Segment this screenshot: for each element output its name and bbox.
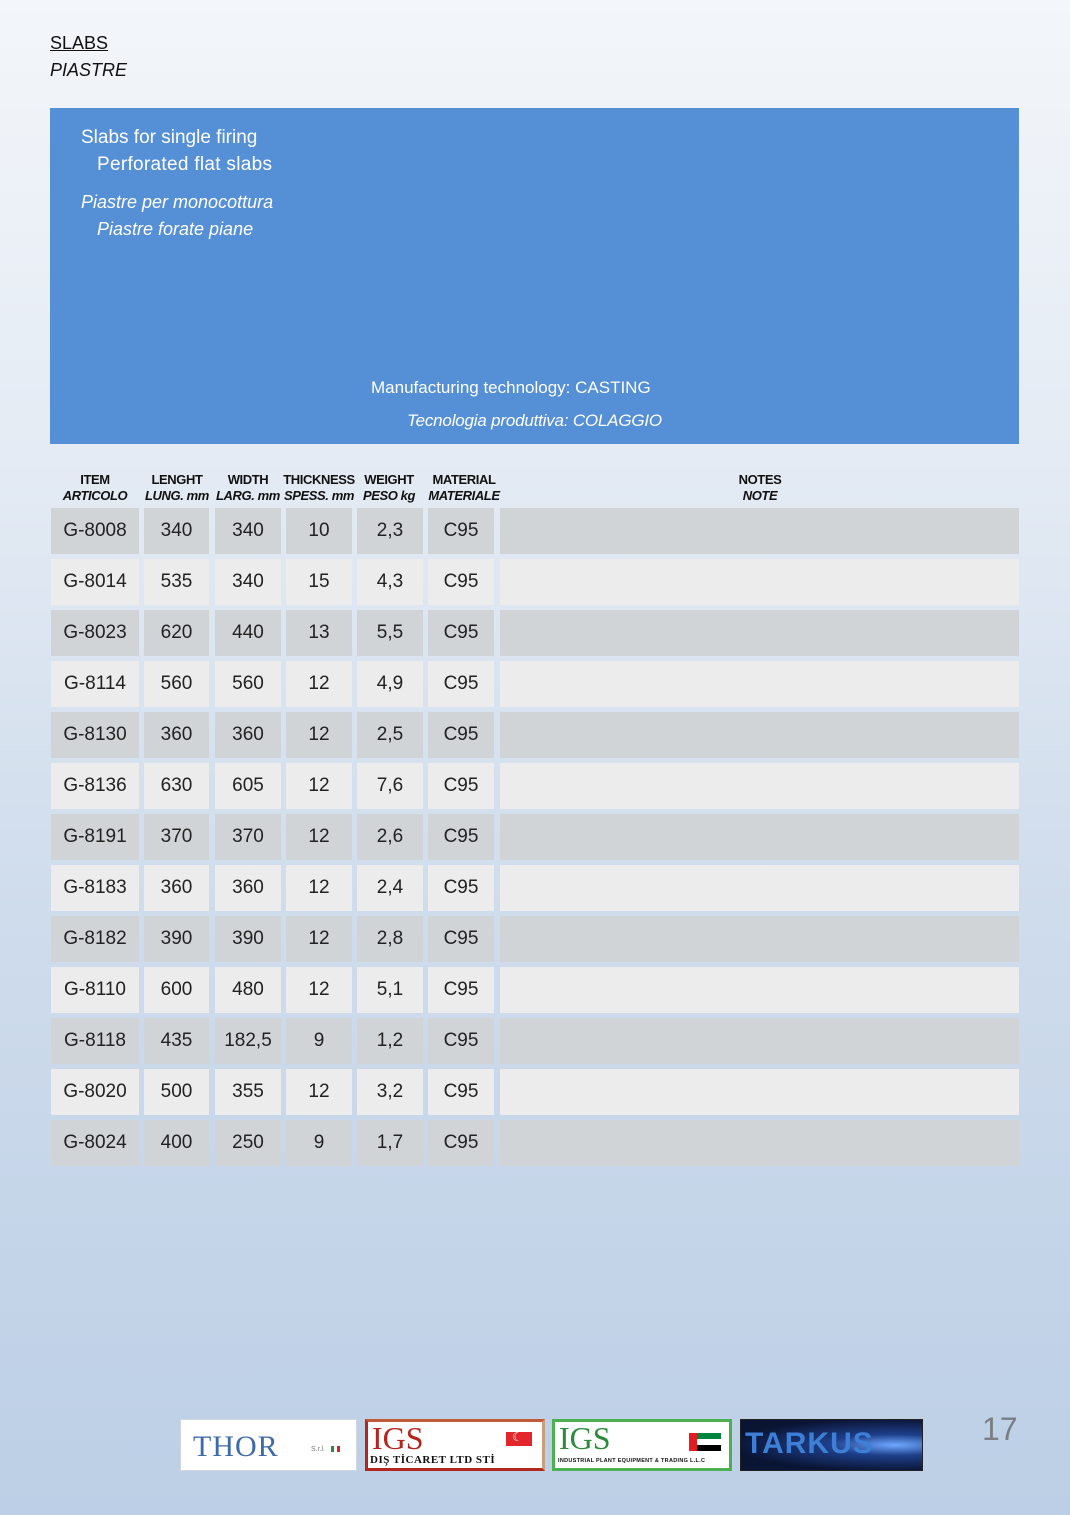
cell-thickness: 15 — [286, 559, 352, 605]
cell-thickness: 12 — [286, 661, 352, 707]
cell-item: G-8114 — [51, 661, 139, 707]
cell-width: 480 — [215, 967, 281, 1013]
cell-width: 605 — [215, 763, 281, 809]
table-row — [51, 1120, 1019, 1166]
igs-uae-logo: IGS INDUSTRIAL PLANT EQUIPMENT & TRADING L.L.C — [552, 1419, 732, 1471]
cell-material: C95 — [428, 1069, 494, 1115]
table-row — [51, 508, 1019, 554]
cell-thickness: 12 — [286, 712, 352, 758]
igs-turkey-logo: IGS ☾ DIŞ TİCARET LTD STİ — [365, 1419, 545, 1471]
title-it: PIASTRE — [50, 60, 128, 80]
cell-notes — [500, 967, 1019, 1013]
table-row — [51, 712, 1019, 758]
cell-notes — [500, 559, 1019, 605]
cell-thickness: 13 — [286, 610, 352, 656]
cell-weight: 1,2 — [357, 1018, 423, 1064]
cell-item: G-8014 — [51, 559, 139, 605]
banner-line2-it: Piastre forate piane — [97, 219, 254, 239]
cell-length: 600 — [144, 967, 209, 1013]
banner-line1-it: Piastre per monocottura — [81, 192, 274, 212]
cell-width: 340 — [215, 559, 281, 605]
cell-thickness: 12 — [286, 814, 352, 860]
cell-item: G-8024 — [51, 1120, 139, 1166]
cell-item: G-8023 — [51, 610, 139, 656]
cell-weight: 2,3 — [357, 508, 423, 554]
table-row — [51, 1018, 1019, 1064]
cell-weight: 4,3 — [357, 559, 423, 605]
cell-weight: 2,5 — [357, 712, 423, 758]
cell-material: C95 — [428, 610, 494, 656]
cell-thickness: 10 — [286, 508, 352, 554]
cell-notes — [500, 865, 1019, 911]
cell-thickness: 12 — [286, 763, 352, 809]
cell-material: C95 — [428, 1120, 494, 1166]
cell-length: 535 — [144, 559, 209, 605]
cell-width: 355 — [215, 1069, 281, 1115]
cell-notes — [500, 916, 1019, 962]
cell-item: G-8136 — [51, 763, 139, 809]
cell-item: G-8130 — [51, 712, 139, 758]
italy-flag-icon — [331, 1446, 340, 1452]
cell-thickness: 12 — [286, 967, 352, 1013]
table-row — [51, 559, 1019, 605]
cell-length: 400 — [144, 1120, 209, 1166]
cell-weight: 4,9 — [357, 661, 423, 707]
cell-material: C95 — [428, 763, 494, 809]
cell-weight: 2,6 — [357, 814, 423, 860]
cell-length: 360 — [144, 865, 209, 911]
cell-length: 630 — [144, 763, 209, 809]
title-en: SLABS — [50, 33, 109, 53]
cell-thickness: 9 — [286, 1018, 352, 1064]
cell-material: C95 — [428, 661, 494, 707]
cell-weight: 2,4 — [357, 865, 423, 911]
table-row — [51, 661, 1019, 707]
cell-width: 340 — [215, 508, 281, 554]
manufacturing-tech-it: Tecnologia produttiva: COLAGGIO — [407, 411, 662, 430]
cell-length: 560 — [144, 661, 209, 707]
cell-weight: 3,2 — [357, 1069, 423, 1115]
cell-notes — [500, 661, 1019, 707]
col-material: MATERIAL MATERIALE — [428, 472, 500, 503]
cell-length: 360 — [144, 712, 209, 758]
table-row — [51, 865, 1019, 911]
cell-notes — [500, 712, 1019, 758]
cell-material: C95 — [428, 508, 494, 554]
table-row — [51, 814, 1019, 860]
cell-weight: 7,6 — [357, 763, 423, 809]
cell-item: G-8182 — [51, 916, 139, 962]
cell-item: G-8118 — [51, 1018, 139, 1064]
cell-item: G-8110 — [51, 967, 139, 1013]
banner-line2-en: Perforated flat slabs — [97, 154, 273, 175]
product-banner — [50, 108, 1019, 444]
cell-notes — [500, 1120, 1019, 1166]
cell-weight: 5,5 — [357, 610, 423, 656]
cell-notes — [500, 610, 1019, 656]
tarkus-logo: TARKUS — [740, 1419, 923, 1471]
col-notes: NOTES NOTE — [738, 472, 782, 503]
col-item: ITEM ARTICOLO — [62, 472, 128, 503]
cell-notes — [500, 508, 1019, 554]
cell-width: 250 — [215, 1120, 281, 1166]
cell-length: 390 — [144, 916, 209, 962]
cell-item: G-8183 — [51, 865, 139, 911]
cell-width: 370 — [215, 814, 281, 860]
cell-thickness: 9 — [286, 1120, 352, 1166]
cell-thickness: 12 — [286, 1069, 352, 1115]
table-header — [50, 472, 1019, 506]
cell-length: 370 — [144, 814, 209, 860]
col-thickness: THICKNESS SPESS. mm — [283, 472, 355, 503]
cell-material: C95 — [428, 967, 494, 1013]
cell-width: 440 — [215, 610, 281, 656]
uae-flag-icon — [689, 1433, 721, 1451]
cell-width: 360 — [215, 712, 281, 758]
cell-length: 500 — [144, 1069, 209, 1115]
table-row — [51, 916, 1019, 962]
cell-item: G-8020 — [51, 1069, 139, 1115]
table-row — [51, 967, 1019, 1013]
manufacturing-tech-en: Manufacturing technology: CASTING — [371, 378, 651, 397]
cell-length: 435 — [144, 1018, 209, 1064]
table-row — [51, 610, 1019, 656]
cell-width: 390 — [215, 916, 281, 962]
cell-notes — [500, 763, 1019, 809]
table-row — [51, 763, 1019, 809]
cell-width: 182,5 — [215, 1018, 281, 1064]
cell-item: G-8008 — [51, 508, 139, 554]
cell-weight: 2,8 — [357, 916, 423, 962]
thor-logo: THOR S.r.l. — [180, 1419, 357, 1471]
cell-notes — [500, 1018, 1019, 1064]
slabs-table — [51, 508, 1019, 1171]
cell-material: C95 — [428, 712, 494, 758]
cell-material: C95 — [428, 814, 494, 860]
cell-material: C95 — [428, 559, 494, 605]
cell-weight: 1,7 — [357, 1120, 423, 1166]
turkey-flag-icon — [506, 1432, 532, 1446]
table-row — [51, 1069, 1019, 1115]
cell-material: C95 — [428, 1018, 494, 1064]
page-number: 17 — [982, 1411, 1018, 1447]
cell-length: 340 — [144, 508, 209, 554]
cell-weight: 5,1 — [357, 967, 423, 1013]
cell-thickness: 12 — [286, 916, 352, 962]
col-length: LENGHT LUNG. mm — [145, 472, 209, 503]
section-title — [50, 33, 127, 81]
cell-notes — [500, 1069, 1019, 1115]
col-width: WIDTH LARG. mm — [216, 472, 280, 503]
col-weight: WEIGHT PESO kg — [362, 472, 416, 503]
cell-length: 620 — [144, 610, 209, 656]
cell-width: 360 — [215, 865, 281, 911]
cell-notes — [500, 814, 1019, 860]
cell-width: 560 — [215, 661, 281, 707]
cell-item: G-8191 — [51, 814, 139, 860]
cell-material: C95 — [428, 916, 494, 962]
banner-line1-en: Slabs for single firing — [81, 127, 258, 148]
cell-thickness: 12 — [286, 865, 352, 911]
cell-material: C95 — [428, 865, 494, 911]
